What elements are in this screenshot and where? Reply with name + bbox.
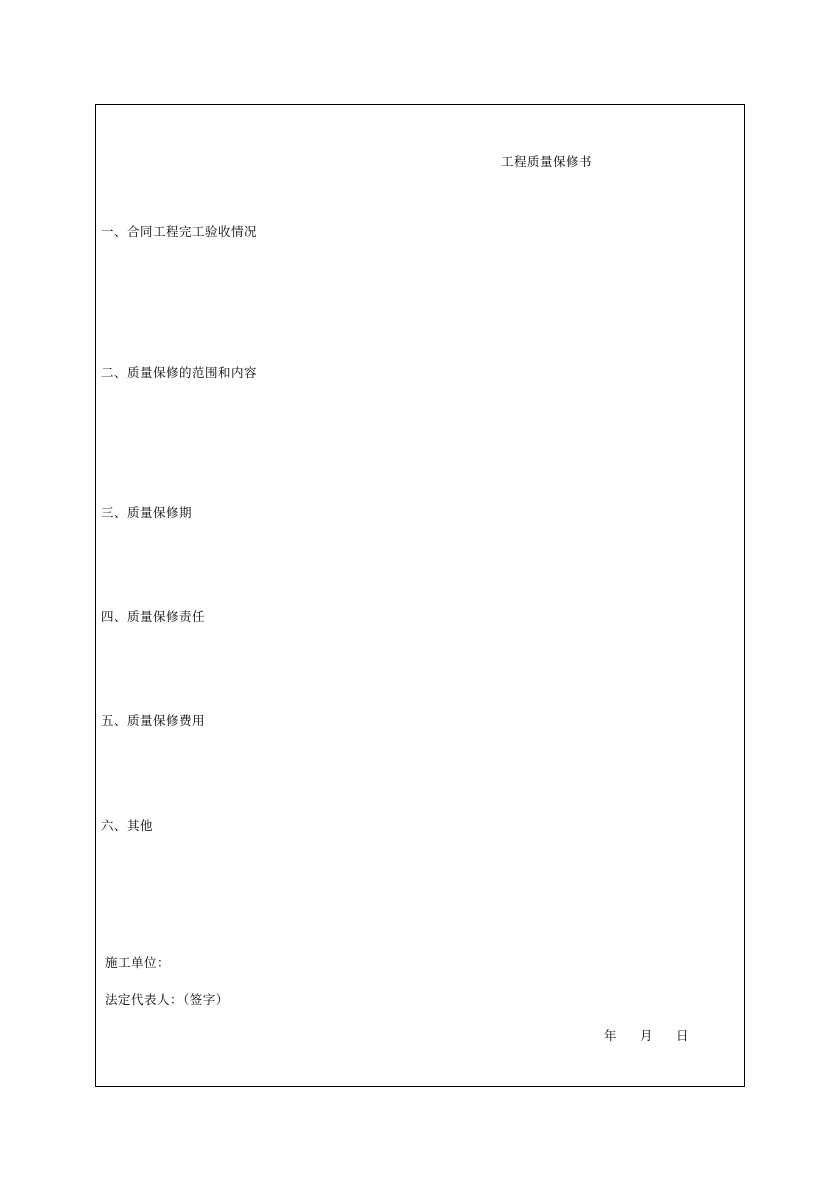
- date-line: [604, 1026, 689, 1044]
- legal-representative-label: 法定代表人：（签字）: [105, 992, 229, 1007]
- section-heading-3: 三、质量保修期: [101, 505, 193, 520]
- date-day-label: 日: [675, 1028, 689, 1043]
- date-month-label: 月: [639, 1028, 653, 1043]
- construction-unit-label: 施工单位：: [105, 955, 171, 970]
- section-heading-1: 一、合同工程完工验收情况: [101, 224, 258, 239]
- date-year-label: 年: [604, 1028, 618, 1043]
- section-heading-6: 六、其他: [101, 818, 154, 833]
- section-heading-5: 五、质量保修费用: [101, 713, 206, 728]
- section-heading-4: 四、质量保修责任: [101, 609, 206, 624]
- document-border-frame: [95, 104, 745, 1087]
- page-title: 工程质量保修书: [501, 154, 593, 169]
- section-heading-2: 二、质量保修的范围和内容: [101, 365, 258, 380]
